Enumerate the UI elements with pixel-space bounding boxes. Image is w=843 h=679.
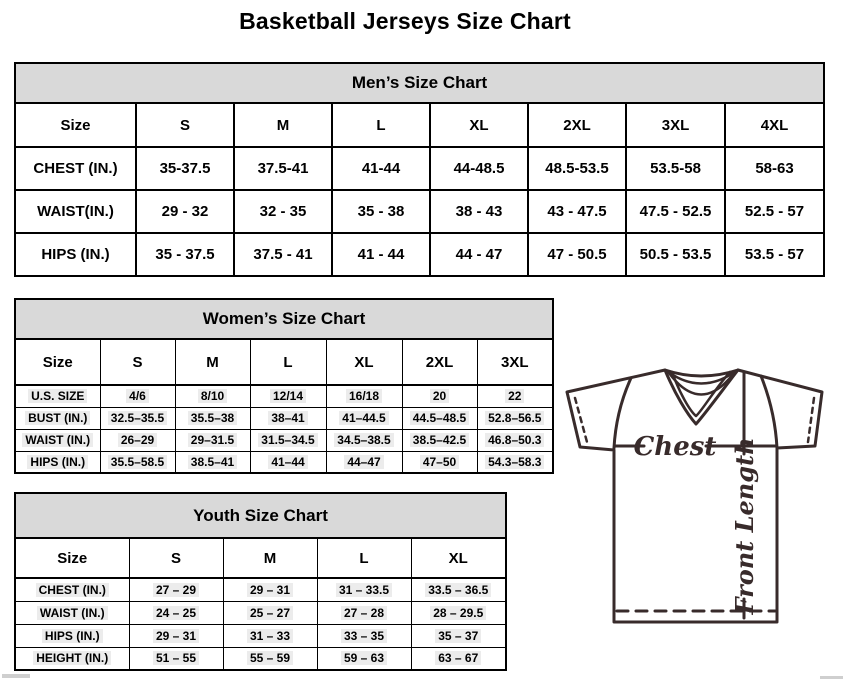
row-label-text: WAIST (IN.) — [22, 433, 93, 447]
cell-value: 29 - 32 — [136, 190, 234, 233]
cell-value: 44 - 47 — [430, 233, 528, 276]
cell-value: 31.5–34.5 — [250, 429, 326, 451]
youth-size-chart-table — [14, 492, 507, 671]
row-label-text: HIPS (IN.) — [42, 629, 103, 643]
youth-col-header: S — [129, 538, 223, 578]
cell-value: 27 – 29 — [129, 578, 223, 601]
cell-value: 16/18 — [326, 385, 402, 407]
row-label-text: WAIST (IN.) — [37, 606, 108, 620]
cell-value: 35 - 37.5 — [136, 233, 234, 276]
mens-col-header: 3XL — [626, 103, 725, 147]
cell-value: 53.5-58 — [626, 147, 725, 190]
row-label — [15, 647, 129, 670]
cell-value: 38.5–42.5 — [402, 429, 477, 451]
cell-value: 44-48.5 — [430, 147, 528, 190]
cell-value: 50.5 - 53.5 — [626, 233, 725, 276]
cell-value: 53.5 - 57 — [725, 233, 824, 276]
womens-col-header: 2XL — [402, 339, 477, 385]
chest-label: Chest — [633, 432, 717, 462]
youth-col-header: XL — [411, 538, 506, 578]
womens-col-header: Size — [15, 339, 100, 385]
cell-value: 27 – 28 — [317, 601, 411, 624]
womens-hips-row — [15, 451, 553, 473]
mens-col-header: L — [332, 103, 430, 147]
womens-header-row — [15, 339, 553, 385]
youth-height-row — [15, 647, 506, 670]
row-label-text: U.S. SIZE — [28, 389, 87, 403]
cell-value: 43 - 47.5 — [528, 190, 626, 233]
cell-value: 41–44.5 — [326, 407, 402, 429]
cell-value: 22 — [477, 385, 553, 407]
cell-value: 46.8–50.3 — [477, 429, 553, 451]
womens-waist-row — [15, 429, 553, 451]
row-label — [15, 407, 100, 429]
cell-value: 48.5-53.5 — [528, 147, 626, 190]
cell-value: 37.5-41 — [234, 147, 332, 190]
row-label — [15, 578, 129, 601]
cell-value: 20 — [402, 385, 477, 407]
cell-value: 58-63 — [725, 147, 824, 190]
mens-size-chart-table — [14, 62, 825, 277]
youth-col-header: Size — [15, 538, 129, 578]
row-label — [15, 451, 100, 473]
youth-header-row — [15, 538, 506, 578]
womens-table-title: Women’s Size Chart — [15, 299, 553, 339]
jersey-outline — [567, 370, 822, 622]
mens-hips-row — [15, 233, 824, 276]
youth-waist-row — [15, 601, 506, 624]
youth-col-header: M — [223, 538, 317, 578]
womens-col-header: XL — [326, 339, 402, 385]
cell-value: 33.5 – 36.5 — [411, 578, 506, 601]
front-length-label: Front Length — [730, 437, 759, 615]
womens-bust-row — [15, 407, 553, 429]
jersey-measurement-diagram — [563, 366, 835, 628]
cell-value: 38 - 43 — [430, 190, 528, 233]
row-label: CHEST (IN.) — [15, 147, 136, 190]
cell-value: 12/14 — [250, 385, 326, 407]
cell-value: 52.8–56.5 — [477, 407, 553, 429]
cell-value: 35 – 37 — [411, 624, 506, 647]
cell-value: 52.5 - 57 — [725, 190, 824, 233]
cell-value: 26–29 — [100, 429, 175, 451]
bottom-left-artifact — [2, 674, 30, 678]
womens-col-header: 3XL — [477, 339, 553, 385]
cell-value: 35 - 38 — [332, 190, 430, 233]
mens-col-header: Size — [15, 103, 136, 147]
womens-col-header: L — [250, 339, 326, 385]
cell-value: 8/10 — [175, 385, 250, 407]
row-label-text: BUST (IN.) — [25, 411, 90, 425]
youth-chest-row — [15, 578, 506, 601]
mens-col-header: 4XL — [725, 103, 824, 147]
mens-chest-row — [15, 147, 824, 190]
cell-value: 35.5–58.5 — [100, 451, 175, 473]
cell-value: 47 - 50.5 — [528, 233, 626, 276]
womens-col-header: M — [175, 339, 250, 385]
row-label — [15, 429, 100, 451]
cell-value: 29–31.5 — [175, 429, 250, 451]
youth-col-header: L — [317, 538, 411, 578]
cell-value: 55 – 59 — [223, 647, 317, 670]
cell-value: 4/6 — [100, 385, 175, 407]
cell-value: 54.3–58.3 — [477, 451, 553, 473]
womens-us-size-row — [15, 385, 553, 407]
cell-value: 28 – 29.5 — [411, 601, 506, 624]
mens-waist-row — [15, 190, 824, 233]
youth-table-title: Youth Size Chart — [15, 493, 506, 538]
cell-value: 31 – 33 — [223, 624, 317, 647]
row-label-text: HEIGHT (IN.) — [33, 651, 111, 665]
cell-value: 35.5–38 — [175, 407, 250, 429]
cell-value: 29 – 31 — [223, 578, 317, 601]
cell-value: 41–44 — [250, 451, 326, 473]
row-label-text: HIPS (IN.) — [27, 455, 88, 469]
row-label — [15, 601, 129, 624]
mens-header-row — [15, 103, 824, 147]
cell-value: 32.5–35.5 — [100, 407, 175, 429]
page-title: Basketball Jerseys Size Chart — [239, 8, 571, 34]
youth-hips-row — [15, 624, 506, 647]
mens-col-header: XL — [430, 103, 528, 147]
mens-col-header: M — [234, 103, 332, 147]
cell-value: 24 – 25 — [129, 601, 223, 624]
cell-value: 25 – 27 — [223, 601, 317, 624]
cell-value: 59 – 63 — [317, 647, 411, 670]
cell-value: 47.5 - 52.5 — [626, 190, 725, 233]
row-label: WAIST(IN.) — [15, 190, 136, 233]
cell-value: 63 – 67 — [411, 647, 506, 670]
cell-value: 44–47 — [326, 451, 402, 473]
row-label: HIPS (IN.) — [15, 233, 136, 276]
cell-value: 34.5–38.5 — [326, 429, 402, 451]
cell-value: 32 - 35 — [234, 190, 332, 233]
cell-value: 35-37.5 — [136, 147, 234, 190]
womens-size-chart-table — [14, 298, 554, 474]
row-label — [15, 624, 129, 647]
mens-col-header: S — [136, 103, 234, 147]
cell-value: 33 – 35 — [317, 624, 411, 647]
mens-table-title: Men’s Size Chart — [15, 63, 824, 103]
mens-col-header: 2XL — [528, 103, 626, 147]
womens-col-header: S — [100, 339, 175, 385]
cell-value: 41-44 — [332, 147, 430, 190]
cell-value: 38.5–41 — [175, 451, 250, 473]
row-label-text: CHEST (IN.) — [36, 583, 109, 597]
row-label — [15, 385, 100, 407]
cell-value: 29 – 31 — [129, 624, 223, 647]
cell-value: 37.5 - 41 — [234, 233, 332, 276]
cell-value: 51 – 55 — [129, 647, 223, 670]
cell-value: 44.5–48.5 — [402, 407, 477, 429]
cell-value: 31 – 33.5 — [317, 578, 411, 601]
cell-value: 47–50 — [402, 451, 477, 473]
cell-value: 41 - 44 — [332, 233, 430, 276]
cell-value: 38–41 — [250, 407, 326, 429]
